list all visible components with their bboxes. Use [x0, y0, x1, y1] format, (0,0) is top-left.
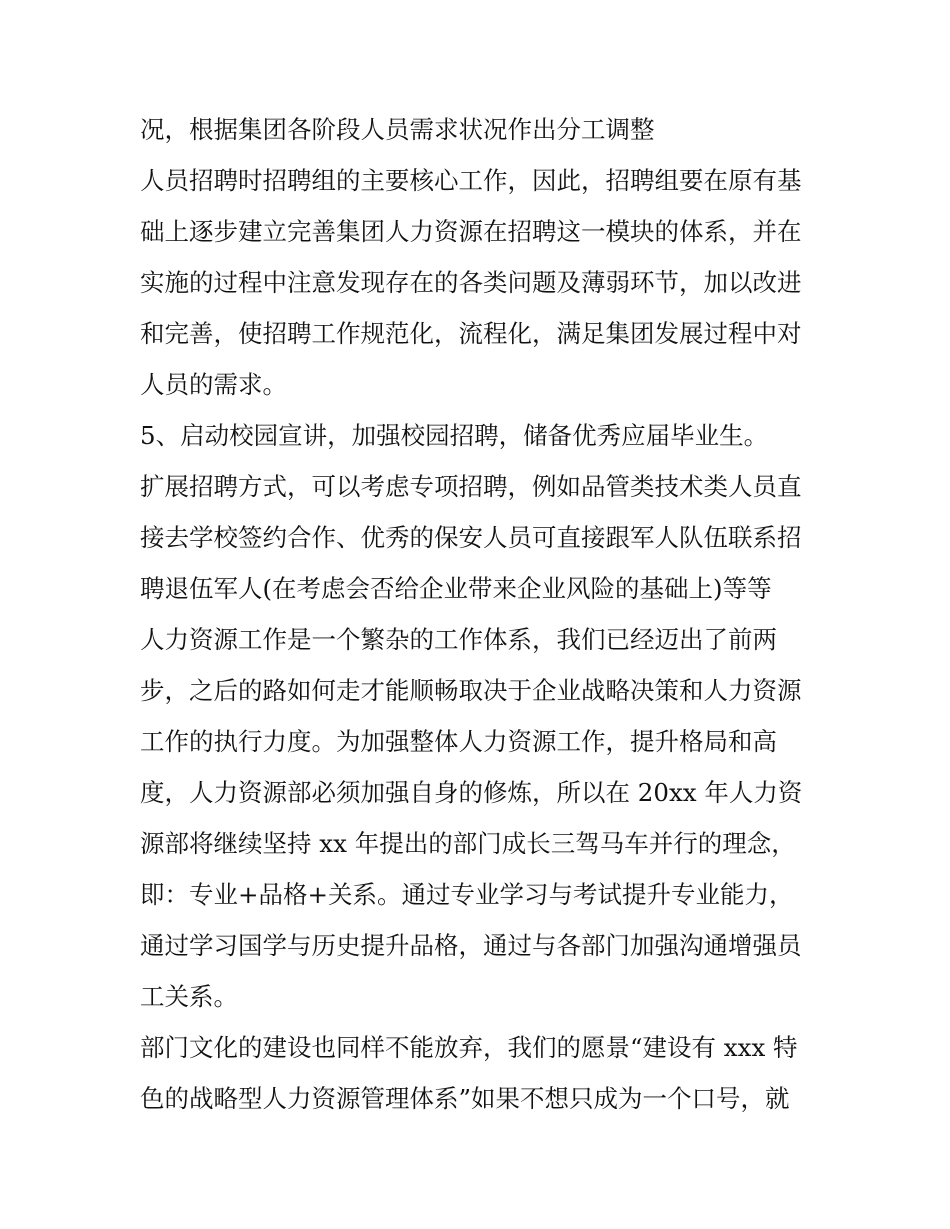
text-line: 部门文化的建设也同样不能放弃，我们的愿景“建设有 xxx 特 [140, 1033, 798, 1062]
document-body [140, 104, 820, 1124]
text-line: 工作的执行力度。为加强整体人力资源工作，提升格局和高 [140, 727, 777, 756]
text-line: 通过学习国学与历史提升品格，通过与各部门加强沟通增强员 [140, 931, 802, 960]
text-line: 工关系。 [140, 982, 238, 1011]
text-line: 聘退伍军人(在考虑会否给企业带来企业风险的基础上)等等 [140, 574, 772, 603]
text-line: 况，根据集团各阶段人员需求状况作出分工调整 [140, 115, 655, 144]
text-line: 扩展招聘方式，可以考虑专项招聘，例如品管类技术类人员直 [140, 472, 802, 501]
text-line: 人员的需求。 [140, 370, 287, 399]
text-line: 实施的过程中注意发现存在的各类问题及薄弱环节，加以改进 [140, 268, 802, 297]
text-line: 度，人力资源部必须加强自身的修炼，所以在 20xx 年人力资 [140, 778, 803, 807]
text-line: 人员招聘时招聘组的主要核心工作，因此，招聘组要在原有基 [140, 166, 802, 195]
text-line: 人力资源工作是一个繁杂的工作体系，我们已经迈出了前两 [140, 625, 777, 654]
text-line: 接去学校签约合作、优秀的保安人员可直接跟军人队伍联系招 [140, 523, 802, 552]
text-line: 色的战略型人力资源管理体系”如果不想只成为一个口号，就 [140, 1084, 790, 1113]
text-line: 础上逐步建立完善集团人力资源在招聘这一模块的体系，并在 [140, 217, 802, 246]
text-line: 和完善，使招聘工作规范化，流程化，满足集团发展过程中对 [140, 319, 802, 348]
text-line: 源部将继续坚持 xx 年提出的部门成长三驾马车并行的理念， [140, 829, 796, 858]
text-line: 步，之后的路如何走才能顺畅取决于企业战略决策和人力资源 [140, 676, 802, 705]
text-line: 即：专业+品格+关系。通过专业学习与考试提升专业能力， [140, 880, 794, 909]
text-line: 5、启动校园宣讲，加强校园招聘，储备优秀应届毕业生。 [140, 421, 769, 450]
